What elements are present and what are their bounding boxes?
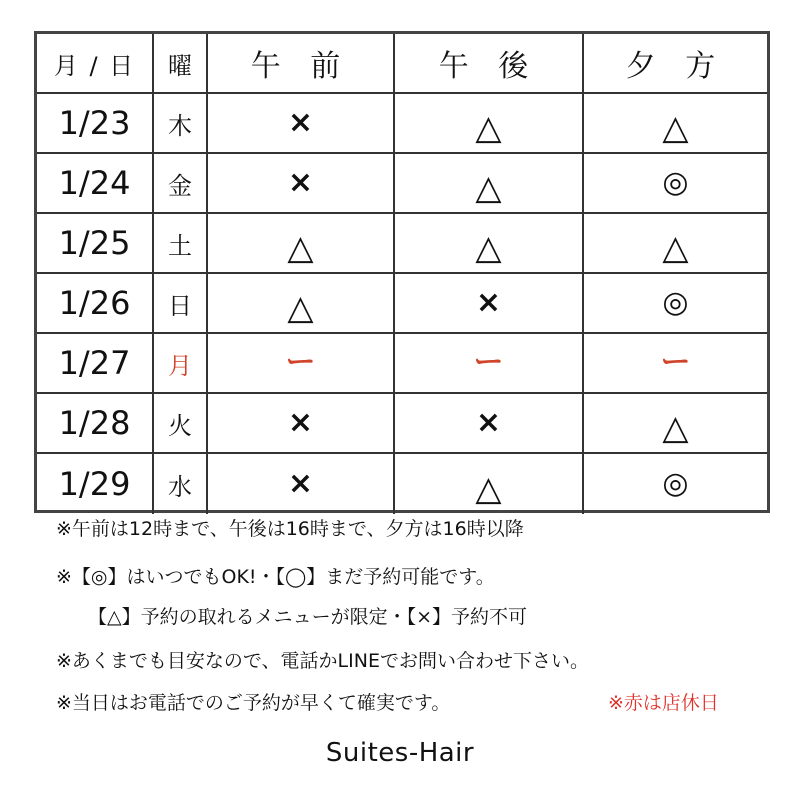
date-cell: [37, 454, 154, 514]
day-of-week-text: 日: [168, 291, 192, 320]
header-day-of-week: 曜: [154, 34, 208, 92]
date-text: 1/29: [58, 465, 131, 503]
triangle-limited-icon: △: [662, 228, 689, 268]
day-of-week-cell: [154, 394, 208, 452]
table-row: [37, 94, 767, 154]
afternoon-status-cell: [395, 454, 584, 514]
note-time-ranges: ※午前は12時まで、午後は16時まで、夕方は16時以降: [56, 518, 524, 540]
date-cell: [37, 154, 154, 212]
afternoon-status-cell: [395, 94, 584, 152]
date-cell: [37, 394, 154, 452]
table-row: [37, 154, 767, 214]
afternoon-status-cell: [395, 394, 584, 452]
evening-status-cell: [584, 94, 767, 152]
morning-status-cell: [208, 94, 395, 152]
note-approximate: ※あくまでも目安なので、電話かLINEでお問い合わせ下さい。: [56, 650, 589, 672]
day-of-week-text: 土: [168, 231, 192, 260]
cross-unavailable-icon: ×: [287, 165, 314, 200]
date-text: 1/27: [58, 344, 131, 382]
triangle-limited-icon: △: [475, 228, 502, 268]
triangle-limited-icon: △: [475, 469, 502, 509]
afternoon-status-cell: [395, 334, 584, 392]
note-symbols-limited: 【△】予約の取れるメニューが限定・【×】予約不可: [88, 606, 528, 628]
closed-dash-icon: ー: [660, 345, 691, 380]
day-of-week-text: 木: [168, 111, 192, 140]
triangle-limited-icon: △: [287, 228, 314, 268]
morning-status-cell: [208, 274, 395, 332]
triangle-limited-icon: △: [475, 108, 502, 148]
header-date: 月 / 日: [37, 34, 154, 92]
table-row: [37, 394, 767, 454]
header-morning: 午 前: [208, 34, 395, 92]
brand-name: Suites-Hair: [325, 738, 475, 768]
triangle-limited-icon: △: [662, 408, 689, 448]
day-of-week-text: 月: [168, 351, 192, 380]
evening-status-cell: [584, 334, 767, 392]
evening-status-cell: [584, 154, 767, 212]
double-circle-available-icon: ◎: [662, 165, 689, 200]
day-of-week-text: 火: [168, 411, 192, 440]
evening-status-cell: [584, 274, 767, 332]
cross-unavailable-icon: ×: [287, 466, 314, 501]
double-circle-available-icon: ◎: [662, 466, 689, 501]
date-text: 1/24: [58, 164, 131, 202]
triangle-limited-icon: △: [475, 168, 502, 208]
note-same-day: ※当日はお電話でのご予約が早くて確実です。: [56, 692, 451, 714]
cross-unavailable-icon: ×: [287, 405, 314, 440]
day-of-week-cell: [154, 274, 208, 332]
closed-dash-icon: ー: [285, 345, 316, 380]
table-row: [37, 274, 767, 334]
date-text: 1/28: [58, 404, 131, 442]
cross-unavailable-icon: ×: [475, 405, 502, 440]
day-of-week-cell: [154, 334, 208, 392]
note-symbols-available: ※【◎】はいつでもOK!・【◯】まだ予約可能です。: [56, 566, 495, 588]
schedule-table: [34, 31, 770, 513]
day-of-week-cell: [154, 454, 208, 514]
date-text: 1/23: [58, 104, 131, 142]
morning-status-cell: [208, 454, 395, 514]
morning-status-cell: [208, 154, 395, 212]
day-of-week-text: 金: [168, 171, 192, 200]
table-row: [37, 454, 767, 514]
morning-status-cell: [208, 214, 395, 272]
evening-status-cell: [584, 454, 767, 514]
day-of-week-cell: [154, 154, 208, 212]
day-of-week-cell: [154, 214, 208, 272]
day-of-week-text: 水: [168, 472, 192, 501]
morning-status-cell: [208, 394, 395, 452]
cross-unavailable-icon: ×: [475, 285, 502, 320]
date-cell: [37, 334, 154, 392]
header-evening: 夕 方: [625, 49, 726, 84]
cross-unavailable-icon: ×: [287, 105, 314, 140]
note-holiday: ※赤は店休日: [608, 692, 719, 714]
afternoon-status-cell: [395, 274, 584, 332]
date-cell: [37, 274, 154, 332]
date-text: 1/25: [58, 224, 131, 262]
evening-status-cell: [584, 394, 767, 452]
afternoon-status-cell: [395, 154, 584, 212]
closed-dash-icon: ー: [473, 345, 504, 380]
date-cell: [37, 214, 154, 272]
header-afternoon: 午 後: [395, 34, 584, 92]
date-text: 1/26: [58, 284, 131, 322]
table-row: [37, 214, 767, 274]
table-header-row: [37, 34, 767, 94]
morning-status-cell: [208, 334, 395, 392]
date-cell: [37, 94, 154, 152]
double-circle-available-icon: ◎: [662, 285, 689, 320]
afternoon-status-cell: [395, 214, 584, 272]
triangle-limited-icon: △: [662, 108, 689, 148]
table-row: [37, 334, 767, 394]
evening-status-cell: [584, 214, 767, 272]
day-of-week-cell: [154, 94, 208, 152]
triangle-limited-icon: △: [287, 288, 314, 328]
